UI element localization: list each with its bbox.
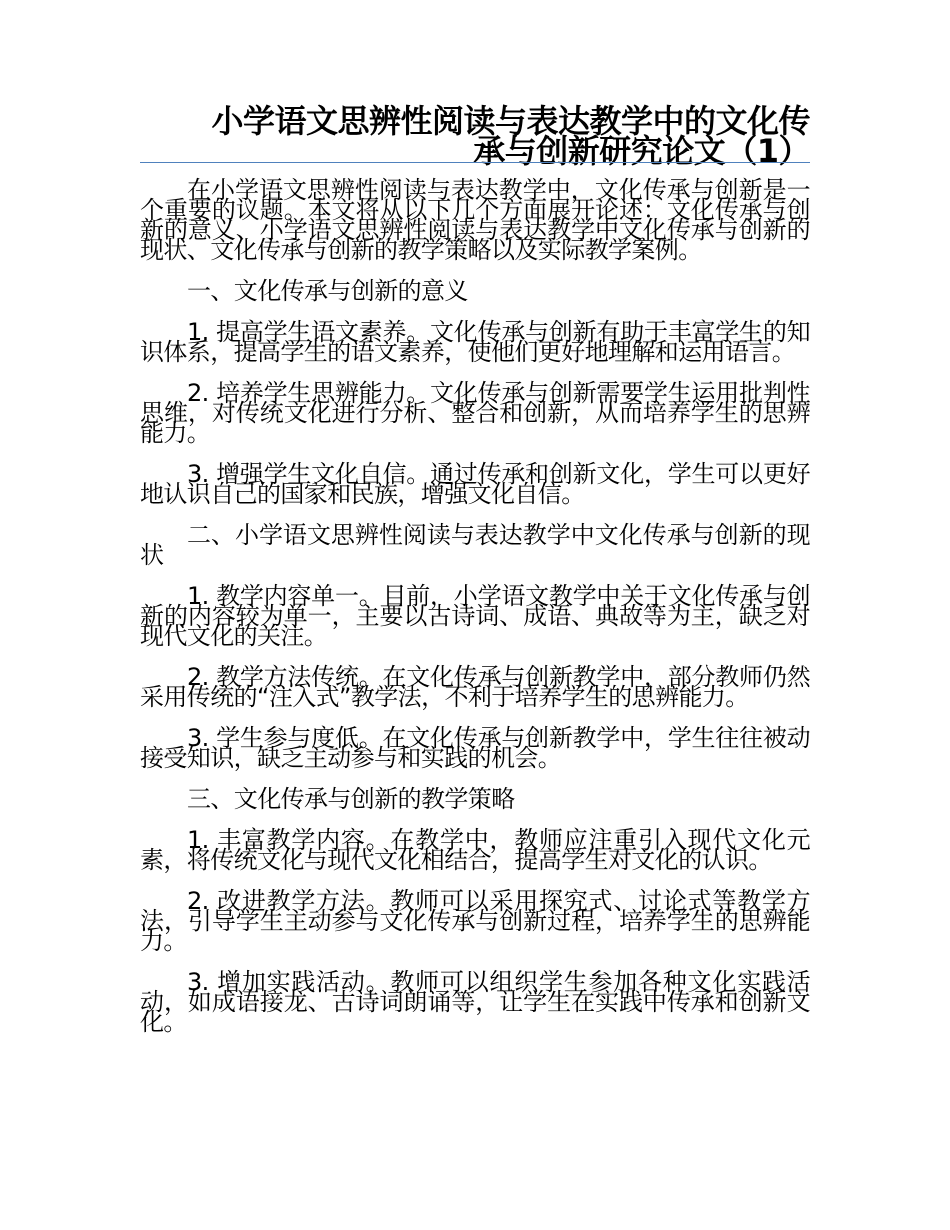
document-title: 小学语文思辨性阅读与表达教学中的文化传承与创新研究论文（1） bbox=[211, 102, 810, 170]
list-item: 2. 改进教学方法。教师可以采用探究式、讨论式等教学方法，引导学生主动参与文化传承与创新过程，培养学生的思辨能力。 bbox=[140, 887, 810, 955]
section-heading-1: 一、文化传承与创新的意义 bbox=[187, 277, 468, 305]
intro-paragraph: 在小学语文思辨性阅读与表达教学中，文化传承与创新是一个重要的议题。本文将从以下几个方面展开论述：文化传承与创新的意义、小学语文思辨性阅读与表达教学中文化传承与创新的现状、文化传承与创新的教学策略以及实际教学案例。 bbox=[140, 176, 810, 264]
list-item: 1. 丰富教学内容。在教学中，教师应注重引入现代文化元素，将传统文化与现代文化相结合，提高学生对文化的认识。 bbox=[140, 826, 810, 874]
section-heading-2: 二、小学语文思辨性阅读与表达教学中文化传承与创新的现状 bbox=[140, 521, 810, 569]
section-heading-3: 三、文化传承与创新的教学策略 bbox=[187, 785, 515, 813]
list-item: 1. 提高学生语文素养。文化传承与创新有助于丰富学生的知识体系，提高学生的语文素养，使他们更好地理解和运用语言。 bbox=[140, 318, 810, 366]
list-item: 1. 教学内容单一。目前，小学语文教学中关于文化传承与创新的内容较为单一，主要以古诗词、成语、典故等为主，缺乏对现代文化的关注。 bbox=[140, 582, 810, 650]
list-item: 2. 培养学生思辨能力。文化传承与创新需要学生运用批判性思维，对传统文化进行分析、整合和创新，从而培养学生的思辨能力。 bbox=[140, 379, 810, 447]
list-item: 2. 教学方法传统。在文化传承与创新教学中，部分教师仍然采用传统的“注入式”教学法，不利于培养学生的思辨能力。 bbox=[140, 663, 810, 711]
title-underline-rule bbox=[140, 162, 810, 163]
title-block bbox=[140, 102, 810, 170]
list-item: 3. 增强学生文化自信。通过传承和创新文化，学生可以更好地认识自己的国家和民族，增强文化自信。 bbox=[140, 460, 810, 508]
list-item: 3. 增加实践活动。教师可以组织学生参加各种文化实践活动，如成语接龙、古诗词朗诵等，让学生在实践中传承和创新文化。 bbox=[140, 968, 810, 1036]
list-item: 3. 学生参与度低。在文化传承与创新教学中，学生往往被动接受知识，缺乏主动参与和实践的机会。 bbox=[140, 724, 810, 772]
document-body bbox=[140, 176, 810, 1036]
